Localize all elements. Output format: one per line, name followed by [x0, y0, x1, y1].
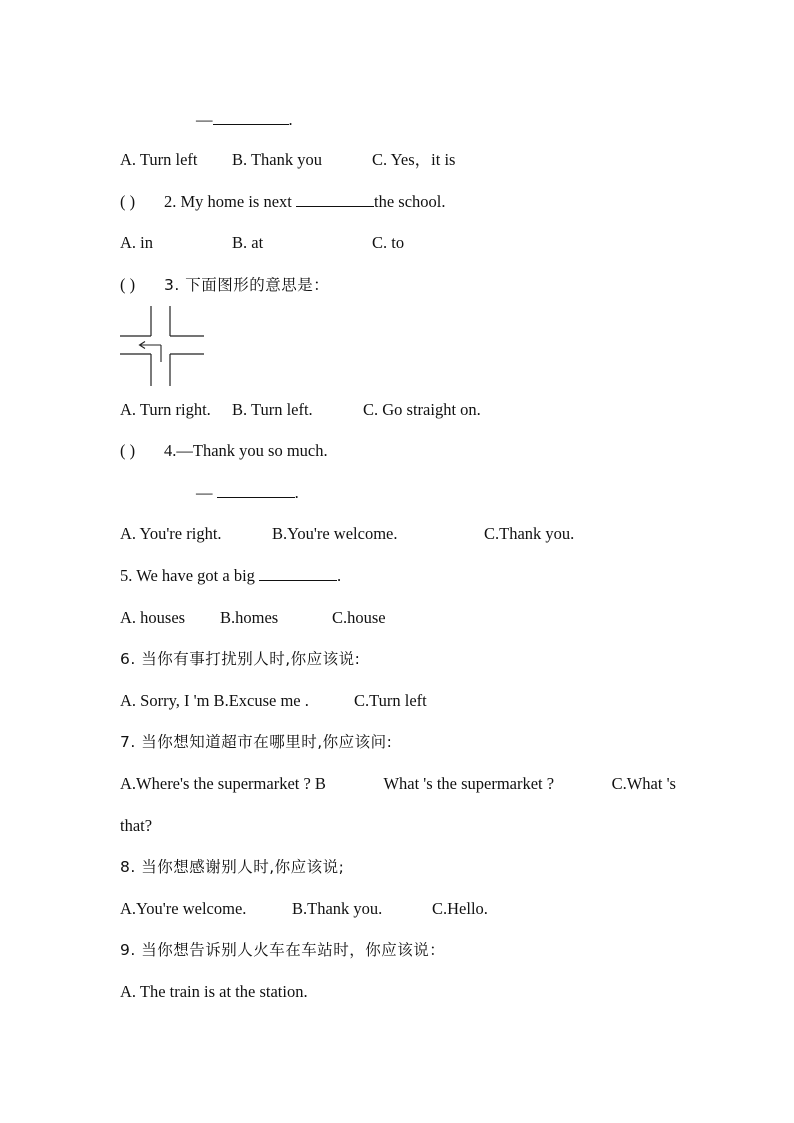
q6-question: 6. 当你有事打扰别人时,你应该说: — [120, 650, 361, 668]
q8-option-b[interactable]: B.Thank you. — [292, 899, 383, 918]
q4-answer-paren[interactable]: ( ) — [120, 441, 136, 460]
q1-answer-line: — . — [196, 110, 293, 129]
q2-text-before: 2. My home is next — [164, 192, 296, 211]
q7-question: 7. 当你想知道超市在哪里时,你应该问: — [120, 733, 393, 751]
q7-option-b[interactable]: What 's the supermarket ? — [383, 774, 555, 793]
q5-question — [120, 566, 341, 586]
q8-question: 8. 当你想感谢别人时,你应该说; — [120, 858, 345, 876]
q5-option-c[interactable]: C.house — [332, 608, 386, 627]
q4-option-a[interactable]: A. You're right. — [120, 524, 222, 543]
q4-answer-dash: — — [196, 483, 217, 502]
q8-option-a[interactable]: A.You're welcome. — [120, 899, 247, 918]
q7-option-a[interactable]: A.Where's the supermarket ? B — [120, 774, 326, 793]
q3-option-c[interactable]: C. Go straight on. — [363, 400, 481, 419]
q1-answer-dash: — — [196, 110, 213, 129]
q3-text: 3. 下面图形的意思是： — [164, 276, 330, 294]
q8-option-c[interactable]: C.Hello. — [432, 899, 488, 918]
q9-question: 9. 当你想告诉别人火车在车站时，你应该说： — [120, 941, 446, 959]
q5-text-after: . — [337, 566, 342, 585]
q4-answer-blank[interactable] — [217, 483, 295, 498]
q1-option-a[interactable]: A. Turn left — [120, 150, 198, 169]
q9-option-a[interactable]: A. The train is at the station. — [120, 982, 308, 1001]
q1-answer-blank[interactable] — [213, 110, 289, 125]
q5-blank[interactable] — [259, 566, 337, 581]
q6-option-a-b[interactable]: A. Sorry, I 'm B.Excuse me . — [120, 691, 309, 710]
q2-option-b[interactable]: B. at — [232, 233, 264, 252]
q5-option-a[interactable]: A. houses — [120, 608, 186, 627]
q5-text-before: 5. We have got a big — [120, 566, 260, 585]
q5-option-b[interactable]: B.homes — [220, 608, 279, 627]
q2-answer-paren[interactable]: ( ) — [120, 192, 136, 211]
q2-option-c[interactable]: C. to — [372, 233, 405, 252]
q3-option-b[interactable]: B. Turn left. — [232, 400, 313, 419]
q3-answer-paren[interactable]: ( ) — [120, 275, 136, 294]
left-arrow-icon — [140, 342, 162, 363]
q2-option-a[interactable]: A. in — [120, 233, 153, 252]
q7-option-c[interactable]: C.What 's — [611, 774, 676, 793]
crossroad-figure — [118, 304, 208, 390]
q4-question — [120, 441, 328, 461]
q4-option-b[interactable]: B.You're welcome. — [272, 524, 398, 543]
q3-option-a[interactable]: A. Turn right. — [120, 400, 211, 419]
q4-option-c[interactable]: C.Thank you. — [484, 524, 575, 543]
q2-blank[interactable] — [296, 192, 374, 207]
q7-options-line1 — [120, 774, 676, 794]
q4-text: 4.—Thank you so much. — [164, 441, 328, 460]
q4-answer-line: — . — [196, 483, 299, 502]
q2-text-after: the school. — [374, 192, 446, 211]
q2-question — [120, 192, 446, 212]
q3-question — [120, 275, 329, 295]
q1-option-c[interactable]: C. Yes，it is — [372, 150, 456, 169]
q1-option-b[interactable]: B. Thank you — [232, 150, 322, 169]
q7-options-line2: that? — [120, 816, 153, 835]
q6-option-c[interactable]: C.Turn left — [354, 691, 427, 710]
